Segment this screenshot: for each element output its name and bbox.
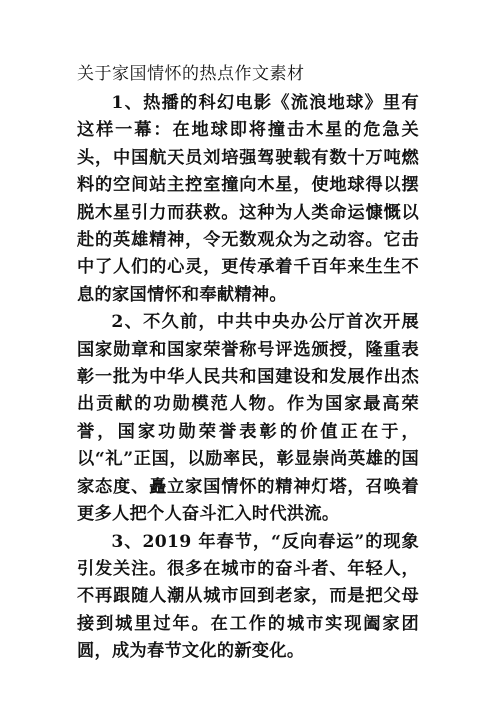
- paragraph-1: 1、热播的科幻电影《流浪地球》里有这样一幕：在地球即将撞击木星的危急关头，中国航天员刘培强驾驶载有数十万吨燃料的空间站主控室撞向木星，使地球得以摆脱木星引力而获救。这种为人类命运慷慨以赴的英雄精神，令无数观众为之动容。它击中了人们的心灵，更传承着千百年来生生不息的家国情怀和奉献精神。: [77, 93, 419, 305]
- document-title: 关于家国情怀的热点作文素材: [77, 64, 305, 84]
- document-body: [77, 63, 419, 666]
- paragraph-2: 2、不久前，中共中央办公厅首次开展国家勋章和国家荣誉称号评选颁授，隆重表彰一批为中华人民共和国建设和发展作出杰出贡献的功勋模范人物。作为国家最高荣誉，国家功勋荣誉表彰的价值正在于，以“礼”正国，以励率民，彰显崇尚英雄的国家态度、矗立家国情怀的精神灯塔，召唤着更多人把个人奋斗汇入时代洪流。: [77, 312, 419, 525]
- paragraph-3: 3、2019 年春节，“反向春运”的现象引发关注。很多在城市的奋斗者、年轻人，不再跟随人潮从城市回到老家，而是把父母接到城里过年。在工作的城市实现阖家团圆，成为春节文化的新变化。: [77, 531, 419, 662]
